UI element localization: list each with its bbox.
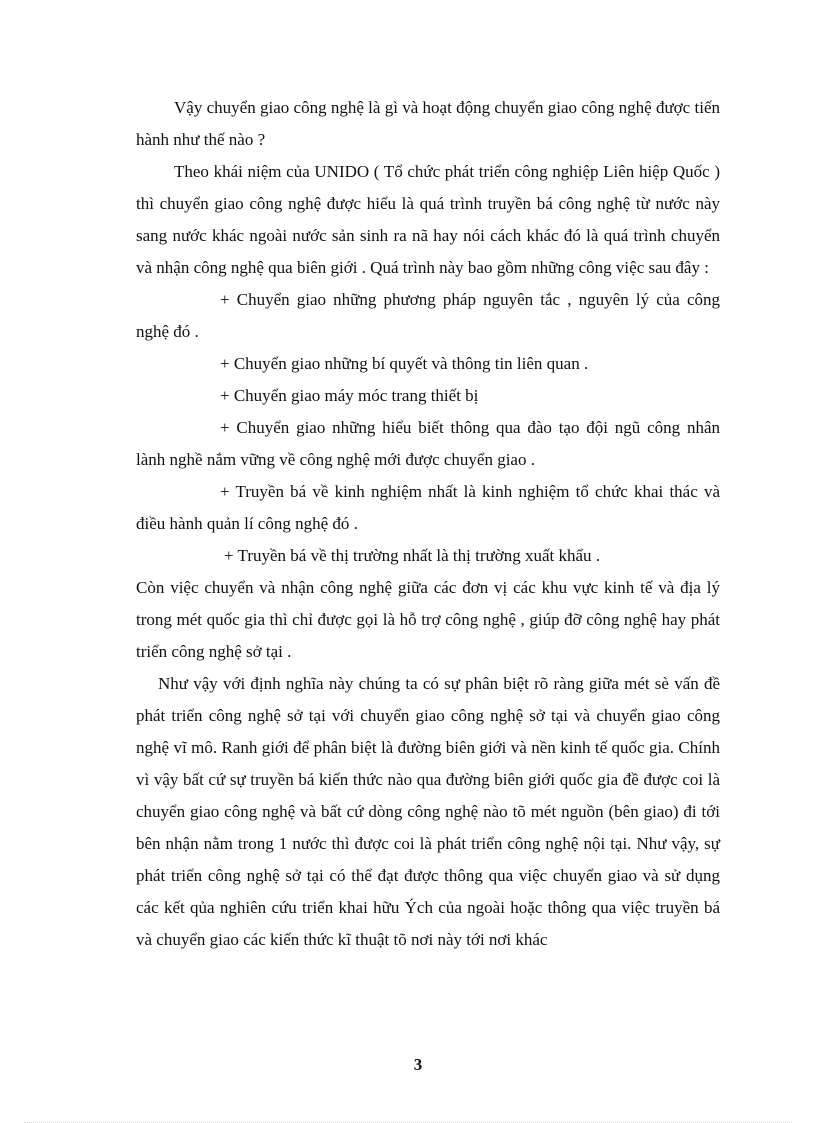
list-item-training: + Chuyển giao những hiểu biết thông qua đào tạo đội ngũ công nhân lành nghề nắm vững về công nghệ mới được chuyển giao . bbox=[136, 418, 720, 469]
list-item-experience: + Truyền bá về kinh nghiệm nhất là kinh nghiệm tổ chức khai thác và điều hành quản lí công nghệ đó . bbox=[136, 482, 720, 533]
list-item-know-how: + Chuyển giao những bí quyết và thông tin liên quan . bbox=[220, 354, 589, 373]
paragraph-question: Vậy chuyển giao công nghệ là gì và hoạt động chuyển giao công nghệ được tiến hành như thế nào ? bbox=[136, 98, 720, 149]
body-text bbox=[136, 92, 720, 956]
paragraph-domestic-support: Còn việc chuyển và nhận công nghệ giữa các đơn vị các khu vực kinh tế và địa lý trong mét quốc gia thì chỉ được gọi là hỗ trợ công nghệ , giúp đỡ công nghệ hay phát triển công nghệ sở tại . bbox=[136, 578, 720, 661]
list-item-principles: + Chuyển giao những phương pháp nguyên tắc , nguyên lý của công nghệ đó . bbox=[136, 290, 720, 341]
page-number: 3 bbox=[413, 1055, 423, 1074]
list-item-market: + Truyền bá về thị trường nhất là thị trường xuất khẩu . bbox=[224, 546, 601, 565]
list-item-equipment: + Chuyển giao máy móc trang thiết bị bbox=[220, 386, 479, 405]
paragraph-unido-definition: Theo khái niệm của UNIDO ( Tổ chức phát triển công nghiệp Liên hiệp Quốc ) thì chuyển giao công nghệ được hiểu là quá trình truyền bá công nghệ từ nước này sang nước khác ngoài nước sản sinh ra nã hay nói cách khác đó là quá trình chuyển và nhận công nghệ qua biên giới . Quá trình này bao gồm những công việc sau đây : bbox=[136, 162, 720, 277]
paragraph-distinction: Như vậy với định nghĩa này chúng ta có sự phân biệt rõ ràng giữa mét sè vấn đề phát triển công nghệ sở tại với chuyển giao công nghệ sở tại và chuyển giao công nghệ vĩ mô. Ranh giới để phân biệt là đường biên giới và nền kinh tế quốc gia. Chính vì vậy bất cứ sự truyền bá kiến thức nào qua đường biên giới quốc gia đề được coi là chuyển giao công nghệ và bất cứ dòng công nghệ nào tõ mét nguồn (bên giao) đi tới bên nhận nằm trong 1 nước thì được coi là phát triển công nghệ nội tại. Như vậy, sự phát triển công nghệ sở tại có thể đạt được thông qua việc chuyển giao và sử dụng các kết qủa nghiên cứu triển khai hữu Ých của ngoài hoặc thông qua việc truyền bá và chuyển giao các kiến thức kĩ thuật tõ nơi này tới nơi khác bbox=[136, 674, 720, 949]
